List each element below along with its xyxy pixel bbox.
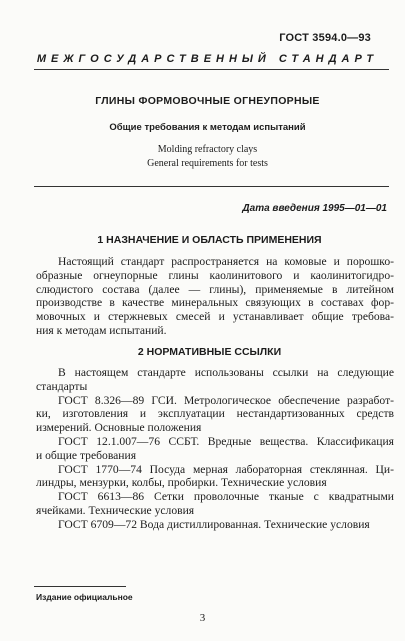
section-2-line: В настоящем стандарте использованы ссылки на следующие [58, 366, 394, 379]
section-2-line: стандарты [36, 379, 88, 393]
edition-label: Издание официальное [36, 592, 133, 602]
footnote-rule [34, 586, 126, 587]
section-2-heading: 2 НОРМАТИВНЫЕ ССЫЛКИ [137, 346, 282, 358]
document-title: ГЛИНЫ ФОРМОВОЧНЫЕ ОГНЕУПОРНЫЕ [95, 95, 320, 107]
section-2-line: ки, изготовления и эксплуатации нестандартизованных средств [36, 407, 394, 421]
introduction-date: Дата введения 1995—01—01 [242, 203, 387, 214]
english-title-line-2: General requirements for tests [147, 158, 268, 169]
section-2-line: ячейками. Технические условия [36, 503, 195, 517]
title-rule [34, 186, 389, 187]
section-1-body [36, 255, 394, 338]
section-1-line: слюдистого состава (далее — глины), применяемые в литейном [36, 282, 394, 296]
english-title-line-1: Molding refractory clays [157, 144, 258, 155]
section-2-line: ГОСТ 1770—74 Посуда мерная лабораторная стеклянная. Ци- [58, 462, 394, 476]
header-rule [34, 69, 389, 70]
english-title [0, 143, 405, 171]
section-2-line: ГОСТ 8.326—89 ГСИ. Метрологическое обеспечение разработ- [58, 393, 394, 407]
section-1-heading: 1 НАЗНАЧЕНИЕ И ОБЛАСТЬ ПРИМЕНЕНИЯ [97, 234, 322, 246]
section-2-line: ГОСТ 6709—72 Вода дистиллированная. Технические условия [58, 517, 370, 531]
section-1-line: производстве в качестве минеральных связующих в составах фор- [36, 296, 394, 310]
section-2-line: измерений. Основные положения [36, 421, 202, 435]
section-1-line: образные огнеупорные глины каолинитового и каолинитогидро- [36, 268, 394, 282]
section-2-body [36, 366, 394, 532]
standard-banner: МЕЖГОСУДАРСТВЕННЫЙ СТАНДАРТ [36, 53, 379, 65]
page-number: 3 [199, 612, 206, 624]
document-subtitle: Общие требования к методам испытаний [109, 122, 306, 133]
document-code: ГОСТ 3594.0—93 [279, 32, 371, 44]
section-2-line: линдры, мензурки, колбы, пробирки. Технические условия [36, 476, 327, 490]
section-2-line: ГОСТ 6613—86 Сетки проволочные тканые с квадратными [58, 490, 394, 504]
section-1-line: Настоящий стандарт распространяется на комовые и порошко- [58, 255, 394, 268]
section-2-line: и общие требования [36, 448, 137, 462]
section-1-line: мовочных и стержневых смесей и устанавливает общие требова- [36, 310, 394, 324]
section-1-line: ния к методам испытаний. [36, 323, 167, 337]
section-2-line: ГОСТ 12.1.007—76 ССБТ. Вредные вещества. Классификация [58, 434, 394, 448]
